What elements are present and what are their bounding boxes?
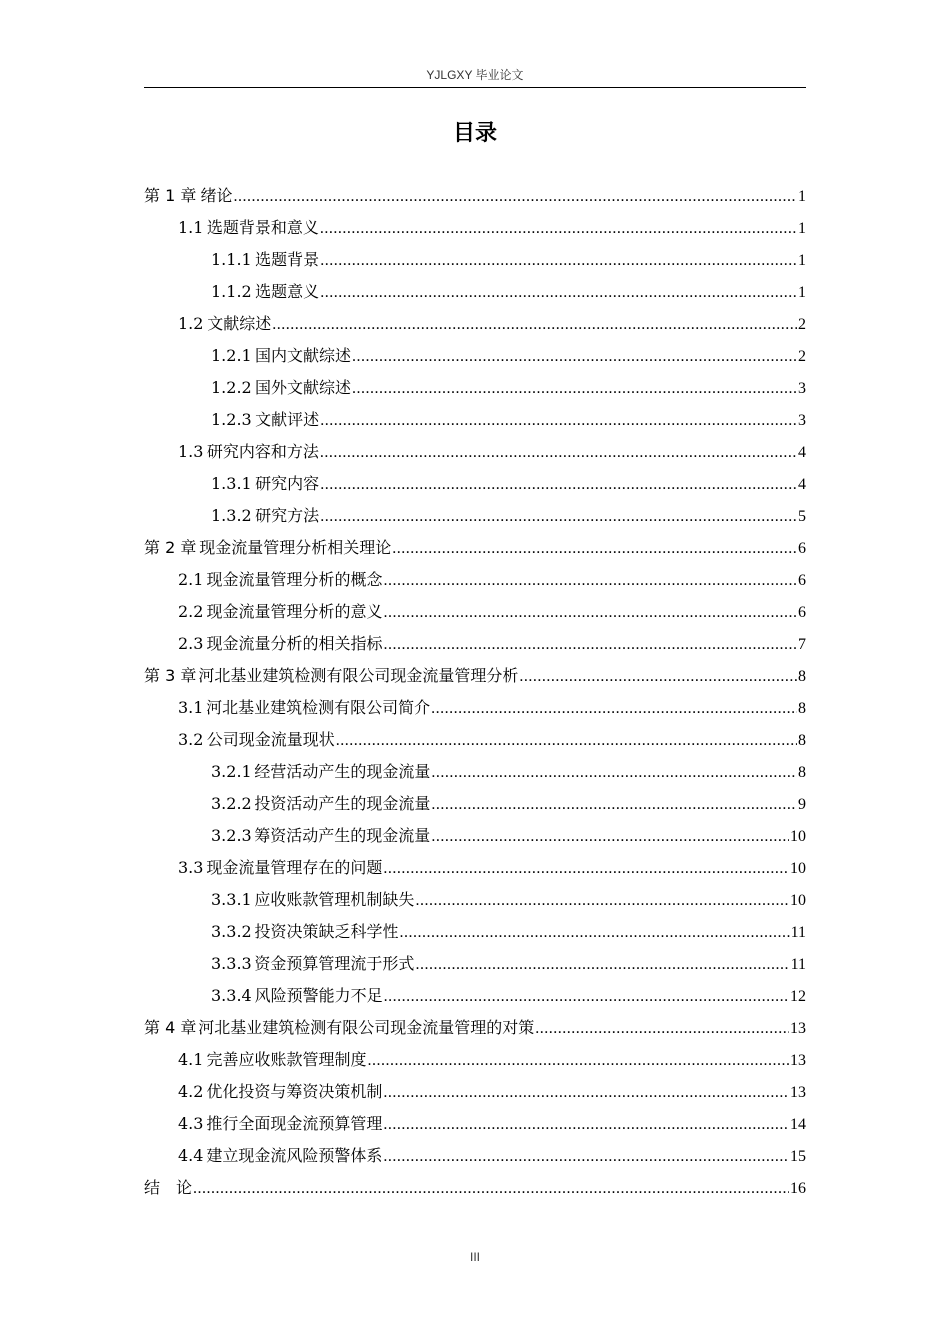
toc-entry-title: 绪论 [200, 186, 233, 205]
toc-entry[interactable] [144, 212, 806, 244]
toc-entry[interactable] [144, 756, 806, 788]
toc-dot-leader [415, 885, 789, 917]
toc-entry-title: 研究内容和方法 [206, 442, 319, 461]
toc-entry-title: 国外文献综述 [254, 378, 351, 397]
toc-entry-page: 7 [798, 636, 806, 653]
toc-entry-number: 4.4 [178, 1146, 204, 1165]
toc-dot-leader [272, 309, 797, 341]
toc-entry-number: 3.2.2 [211, 794, 252, 813]
toc-entry-number: 1.2.2 [211, 378, 252, 397]
table-of-contents [144, 180, 806, 1204]
toc-dot-leader [535, 1013, 789, 1045]
toc-dot-leader [383, 853, 789, 885]
toc-entry-number: 3.2.1 [211, 762, 252, 781]
toc-dot-leader [383, 1077, 789, 1109]
toc-entry-page: 1 [798, 252, 806, 269]
toc-entry-title: 河北基业建筑检测有限公司简介 [206, 698, 431, 717]
toc-entry-title: 现金流量管理分析的概念 [206, 570, 383, 589]
toc-entry-page: 11 [790, 956, 806, 973]
toc-entry-number: 1.3 [178, 442, 204, 461]
toc-entry-title: 推行全面现金流预算管理 [206, 1114, 383, 1133]
toc-dot-leader [336, 725, 797, 757]
toc-entry-number: 1.1.2 [211, 282, 252, 301]
toc-entry-number: 4.3 [178, 1114, 204, 1133]
toc-dot-leader [400, 917, 790, 949]
toc-dot-leader [320, 213, 797, 245]
toc-dot-leader [384, 981, 789, 1013]
toc-entry[interactable] [144, 468, 806, 500]
toc-entry-title: 选题背景 [255, 250, 320, 269]
toc-entry-number: 2.3 [178, 634, 204, 653]
toc-entry-title: 现金流量管理分析的意义 [206, 602, 383, 621]
toc-dot-leader [320, 405, 797, 437]
toc-entry-page: 4 [798, 444, 806, 461]
toc-entry-number: 1.2.1 [211, 346, 252, 365]
toc-entry-title: 应收账款管理机制缺失 [254, 890, 415, 909]
page-number: III [469, 1250, 480, 1264]
toc-entry-title: 文献评述 [255, 410, 320, 429]
toc-entry[interactable] [144, 436, 806, 468]
toc-entry-page: 3 [798, 380, 806, 397]
toc-entry-title: 建立现金流风险预警体系 [206, 1146, 383, 1165]
toc-entry-page: 12 [790, 988, 806, 1005]
toc-entry[interactable] [144, 724, 806, 756]
toc-entry[interactable] [144, 980, 806, 1012]
toc-entry-title: 完善应收账款管理制度 [206, 1050, 367, 1069]
toc-entry-number: 3.3.1 [211, 890, 252, 909]
toc-entry-page: 9 [798, 796, 806, 813]
toc-dot-leader [320, 437, 797, 469]
toc-dot-leader [431, 693, 797, 725]
header-rule [144, 87, 806, 88]
toc-entry-title: 选题意义 [255, 282, 320, 301]
toc-dot-leader [392, 533, 797, 565]
toc-entry-page: 3 [798, 412, 806, 429]
toc-entry-page: 2 [798, 348, 806, 365]
toc-entry-number: 2.1 [178, 570, 204, 589]
toc-entry-page: 1 [798, 188, 806, 205]
toc-entry[interactable] [144, 340, 806, 372]
toc-entry-number: 3.2.3 [211, 826, 252, 845]
toc-dot-leader [320, 469, 797, 501]
toc-entry-number: 1.3.2 [211, 506, 252, 525]
toc-dot-leader [320, 245, 797, 277]
toc-entry-number: 3.3 [178, 858, 204, 877]
toc-entry[interactable] [144, 916, 806, 948]
toc-entry-number: 第 3 章 [144, 666, 197, 685]
page-header: YJLGXY 毕业论文 [426, 68, 524, 82]
toc-entry-page: 4 [798, 476, 806, 493]
toc-entry-title: 现金流量管理分析相关理论 [199, 538, 392, 557]
toc-entry-number: 3.2 [178, 730, 204, 749]
toc-dot-leader [320, 501, 797, 533]
toc-entry[interactable] [144, 1172, 806, 1204]
toc-entry-title: 经营活动产生的现金流量 [254, 762, 431, 781]
toc-dot-leader [431, 789, 797, 821]
toc-entry[interactable] [144, 1140, 806, 1172]
toc-entry[interactable] [144, 276, 806, 308]
toc-entry-number: 3.3.4 [211, 986, 252, 1005]
toc-entry[interactable] [144, 372, 806, 404]
toc-entry-page: 6 [798, 540, 806, 557]
toc-entry-title: 风险预警能力不足 [254, 986, 383, 1005]
toc-dot-leader [383, 629, 797, 661]
toc-entry-number: 3.3.2 [211, 922, 252, 941]
toc-dot-leader [383, 1109, 789, 1141]
toc-entry-page: 8 [798, 700, 806, 717]
toc-entry-title: 研究内容 [255, 474, 320, 493]
toc-entry-page: 6 [798, 604, 806, 621]
toc-dot-leader [519, 661, 797, 693]
toc-entry-number: 1.2 [178, 314, 204, 333]
toc-entry[interactable] [144, 628, 806, 660]
toc-entry[interactable] [144, 596, 806, 628]
toc-entry-page: 11 [790, 924, 806, 941]
toc-entry-page: 16 [790, 1180, 806, 1197]
toc-entry[interactable] [144, 1076, 806, 1108]
toc-entry-page: 1 [798, 220, 806, 237]
toc-entry[interactable] [144, 692, 806, 724]
toc-entry-page: 5 [798, 508, 806, 525]
toc-dot-leader [233, 181, 797, 213]
toc-dot-leader [415, 949, 789, 981]
toc-entry-number: 2.2 [178, 602, 204, 621]
toc-entry-page: 1 [798, 284, 806, 301]
toc-entry-title: 现金流量管理存在的问题 [206, 858, 383, 877]
toc-entry-number: 3.3.3 [211, 954, 252, 973]
toc-entry-title: 研究方法 [255, 506, 320, 525]
toc-entry-title: 资金预算管理流于形式 [254, 954, 415, 973]
toc-entry-page: 14 [790, 1116, 806, 1133]
toc-entry-page: 15 [790, 1148, 806, 1165]
toc-entry[interactable] [144, 852, 806, 884]
toc-entry-page: 8 [798, 764, 806, 781]
toc-entry-page: 13 [790, 1084, 806, 1101]
toc-entry-title: 文献综述 [207, 314, 272, 333]
toc-entry-title: 投资决策缺乏科学性 [254, 922, 399, 941]
toc-entry[interactable] [144, 180, 806, 212]
toc-entry-title: 结 论 [144, 1178, 193, 1197]
toc-entry-page: 13 [790, 1052, 806, 1069]
toc-dot-leader [368, 1045, 789, 1077]
toc-entry-title: 国内文献综述 [254, 346, 351, 365]
toc-title: 目录 [452, 121, 497, 146]
toc-dot-leader [431, 757, 797, 789]
toc-entry-page: 10 [790, 860, 806, 877]
toc-entry[interactable] [144, 788, 806, 820]
toc-entry-title: 筹资活动产生的现金流量 [254, 826, 431, 845]
toc-entry[interactable] [144, 500, 806, 532]
toc-entry-number: 1.1.1 [211, 250, 252, 269]
toc-entry[interactable] [144, 948, 806, 980]
toc-entry-number: 第 1 章 [144, 186, 197, 205]
toc-entry-title: 选题背景和意义 [206, 218, 319, 237]
toc-entry[interactable] [144, 244, 806, 276]
toc-entry-number: 1.3.1 [211, 474, 252, 493]
toc-entry[interactable] [144, 660, 806, 692]
toc-entry-page: 13 [790, 1020, 806, 1037]
toc-entry-number: 第 4 章 [144, 1018, 197, 1037]
toc-entry-number: 3.1 [178, 698, 204, 717]
toc-entry[interactable] [144, 1012, 806, 1044]
toc-entry-title: 河北基业建筑检测有限公司现金流量管理的对策 [198, 1018, 535, 1037]
toc-entry-title: 优化投资与筹资决策机制 [206, 1082, 383, 1101]
toc-dot-leader [352, 341, 797, 373]
toc-entry[interactable] [144, 1108, 806, 1140]
toc-entry[interactable] [144, 532, 806, 564]
toc-entry-page: 6 [798, 572, 806, 589]
toc-entry[interactable] [144, 820, 806, 852]
toc-entry-number: 1.1 [178, 218, 204, 237]
toc-entry-page: 8 [798, 732, 806, 749]
toc-entry[interactable] [144, 1044, 806, 1076]
toc-entry-number: 第 2 章 [144, 538, 197, 557]
toc-dot-leader [383, 565, 797, 597]
toc-entry-title: 公司现金流量现状 [206, 730, 335, 749]
toc-entry-title: 投资活动产生的现金流量 [254, 794, 431, 813]
toc-entry[interactable] [144, 884, 806, 916]
toc-entry-number: 4.2 [178, 1082, 204, 1101]
toc-entry-page: 10 [790, 892, 806, 909]
toc-entry-page: 2 [798, 316, 806, 333]
toc-dot-leader [320, 277, 797, 309]
toc-dot-leader [383, 597, 797, 629]
toc-dot-leader [193, 1173, 789, 1205]
toc-entry-page: 8 [798, 668, 806, 685]
toc-entry[interactable] [144, 308, 806, 340]
toc-entry-number: 1.2.3 [211, 410, 252, 429]
toc-dot-leader [431, 821, 789, 853]
toc-entry[interactable] [144, 564, 806, 596]
toc-entry-page: 10 [790, 828, 806, 845]
toc-entry-title: 河北基业建筑检测有限公司现金流量管理分析 [198, 666, 519, 685]
toc-entry-number: 4.1 [178, 1050, 204, 1069]
toc-entry[interactable] [144, 404, 806, 436]
toc-dot-leader [352, 373, 797, 405]
toc-entry-title: 现金流量分析的相关指标 [206, 634, 383, 653]
toc-dot-leader [383, 1141, 789, 1173]
